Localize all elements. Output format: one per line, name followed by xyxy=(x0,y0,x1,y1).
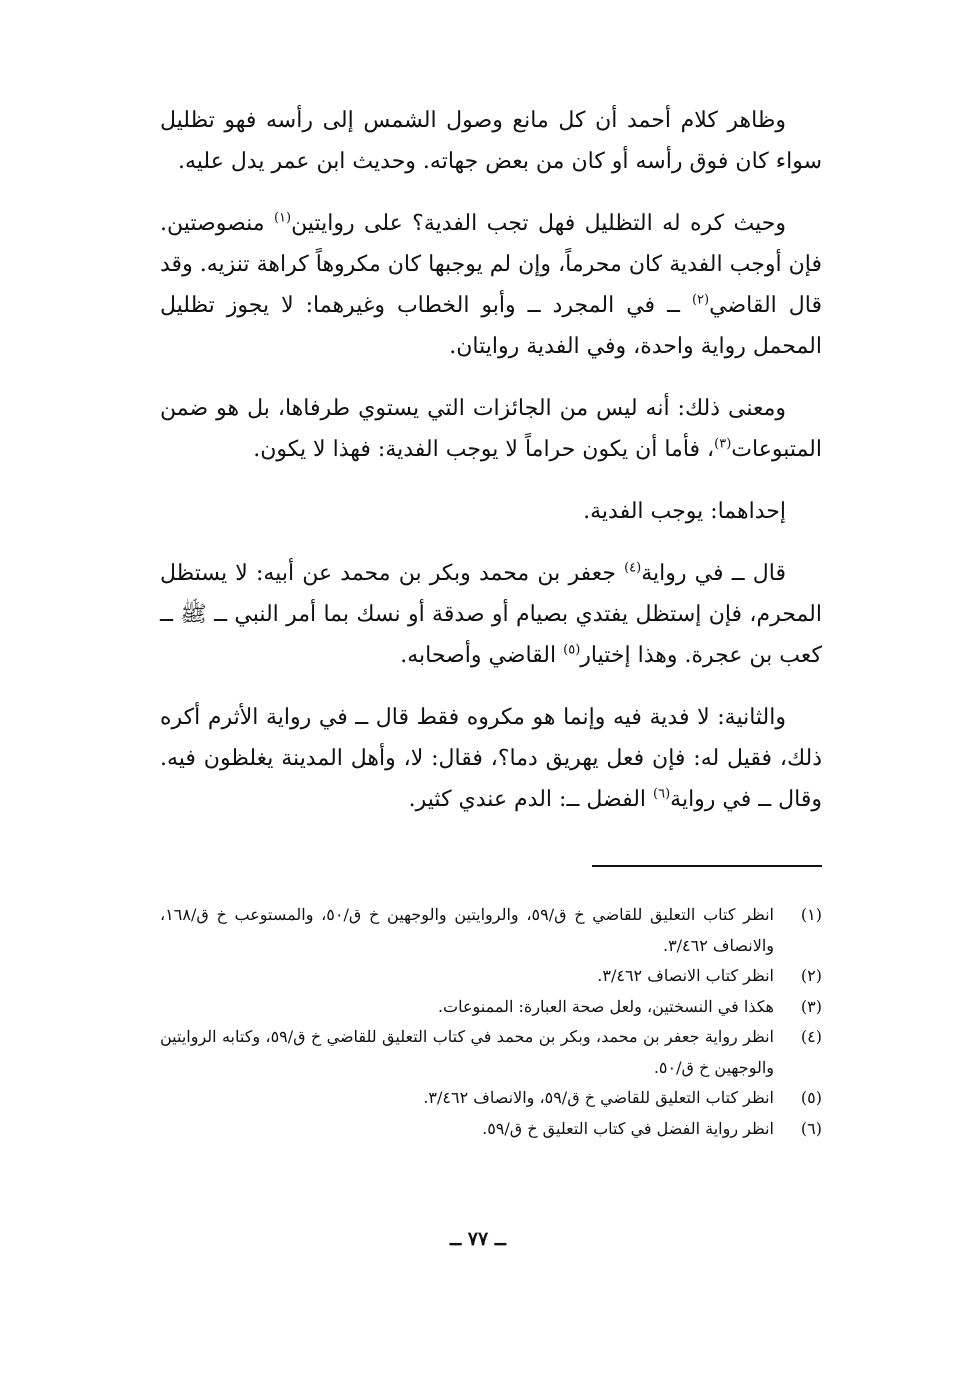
footnote-marker: (٥) xyxy=(563,642,581,658)
footnote-marker: (٢) xyxy=(691,292,710,308)
paragraph-text: ومعنى ذلك: أنه ليس من الجائزات التي يستوي طرفاها، بل هو ضمن المتبوعات xyxy=(160,396,822,462)
footnote xyxy=(160,1083,822,1114)
footnote-marker: (١) xyxy=(273,210,292,226)
footnote xyxy=(160,1022,822,1083)
paragraph xyxy=(160,697,822,820)
footnote xyxy=(160,1114,822,1145)
footnote xyxy=(160,900,822,961)
footnote-number: (٥) xyxy=(800,1088,822,1107)
footnote-marker: (٤) xyxy=(624,560,642,576)
paragraph xyxy=(160,203,822,367)
paragraph-text: منصوصتين. فإن أوجب الفدية كان محرماً، وإن لم يوجبها كان مكروهاً كراهة تنزيه. وقد قال القاضي xyxy=(160,211,822,318)
footnote-marker: (٦) xyxy=(653,786,671,802)
footnote-marker: (٣) xyxy=(714,436,732,452)
footnote-text: انظر رواية جعفر بن محمد، وبكر بن محمد في كتاب التعليق للقاضي خ ق/٥٩، وكتابه الروايتين والوجهين خ ق/٥٠. xyxy=(160,1027,774,1077)
paragraph-text: وظاهر كلام أحمد أن كل مانع وصول الشمس إلى رأسه فهو تظليل سواء كان فوق رأسه أو كان من بعض جهاته. وحديث ابن عمر يدل عليه. xyxy=(160,108,822,174)
paragraph-text: الفضل ــ: الدم عندي كثير. xyxy=(408,787,654,812)
paragraph xyxy=(160,553,822,676)
paragraph xyxy=(160,388,822,470)
main-text xyxy=(160,100,822,820)
page-number: ــ ٧٧ ــ xyxy=(450,1228,506,1250)
paragraph-text: وحيث كره له التظليل فهل تجب الفدية؟ على روايتين xyxy=(291,211,787,236)
paragraph xyxy=(160,491,822,532)
paragraph-text: ، فأما أن يكون حراماً لا يوجب الفدية: فهذا لا يكون. xyxy=(253,437,715,462)
footnote xyxy=(160,992,822,1023)
footnotes xyxy=(160,900,822,1144)
footnote-number: (٣) xyxy=(800,996,822,1016)
footnote-text: انظر كتاب التعليق للقاضي خ ق/٥٩، والانصاف ٣/٤٦٢. xyxy=(423,1088,774,1107)
footnote-text: انظر كتاب الانصاف ٣/٤٦٢. xyxy=(597,966,774,985)
footnote-number: (٢) xyxy=(800,966,822,985)
paragraph-text: ــ في المجرد ــ وأبو الخطاب وغيرهما: لا يجوز تظليل المحمل رواية واحدة، وفي الفدية روايتان. xyxy=(160,293,822,359)
footnote-number: (٦) xyxy=(800,1118,822,1138)
footnote xyxy=(160,961,822,992)
paragraph xyxy=(160,100,822,182)
paragraph-text: القاضي وأصحابه. xyxy=(400,643,564,668)
footnote-number: (١) xyxy=(800,905,822,924)
footnote-separator xyxy=(592,865,822,867)
footnote-number: (٤) xyxy=(800,1027,822,1046)
footnote-text: انظر رواية الفضل في كتاب التعليق خ ق/٥٩. xyxy=(482,1118,774,1138)
footnote-text: انظر كتاب التعليق للقاضي خ ق/٥٩، والروايتين والوجهين خ ق/٥٠، والمستوعب خ ق/١٦٨، والانصاف ٣/٤٦٢. xyxy=(160,905,775,955)
paragraph-text: والثانية: لا فدية فيه وإنما هو مكروه فقط قال ــ في رواية الأثرم أكره ذلك، فقيل له: فإن فعل يهريق دما؟، فقال: لا، وأهل المدينة يغلظون فيه. وقال ــ في رواية xyxy=(160,705,822,812)
paragraph-text: جعفر بن محمد وبكر بن محمد عن أبيه: لا يستظل المحرم، فإن إستظل يفتدي بصيام أو صدقة أو نسك بما أمر النبي ــ ﷺ ــ كعب بن عجرة. وهذا إختيار xyxy=(160,561,822,668)
footnote-text: هكذا في النسختين، ولعل صحة العبارة: الممنوعات. xyxy=(437,996,774,1016)
paragraph-text: قال ــ في رواية xyxy=(641,561,786,586)
paragraph-text: إحداهما: يوجب الفدية. xyxy=(583,499,786,524)
